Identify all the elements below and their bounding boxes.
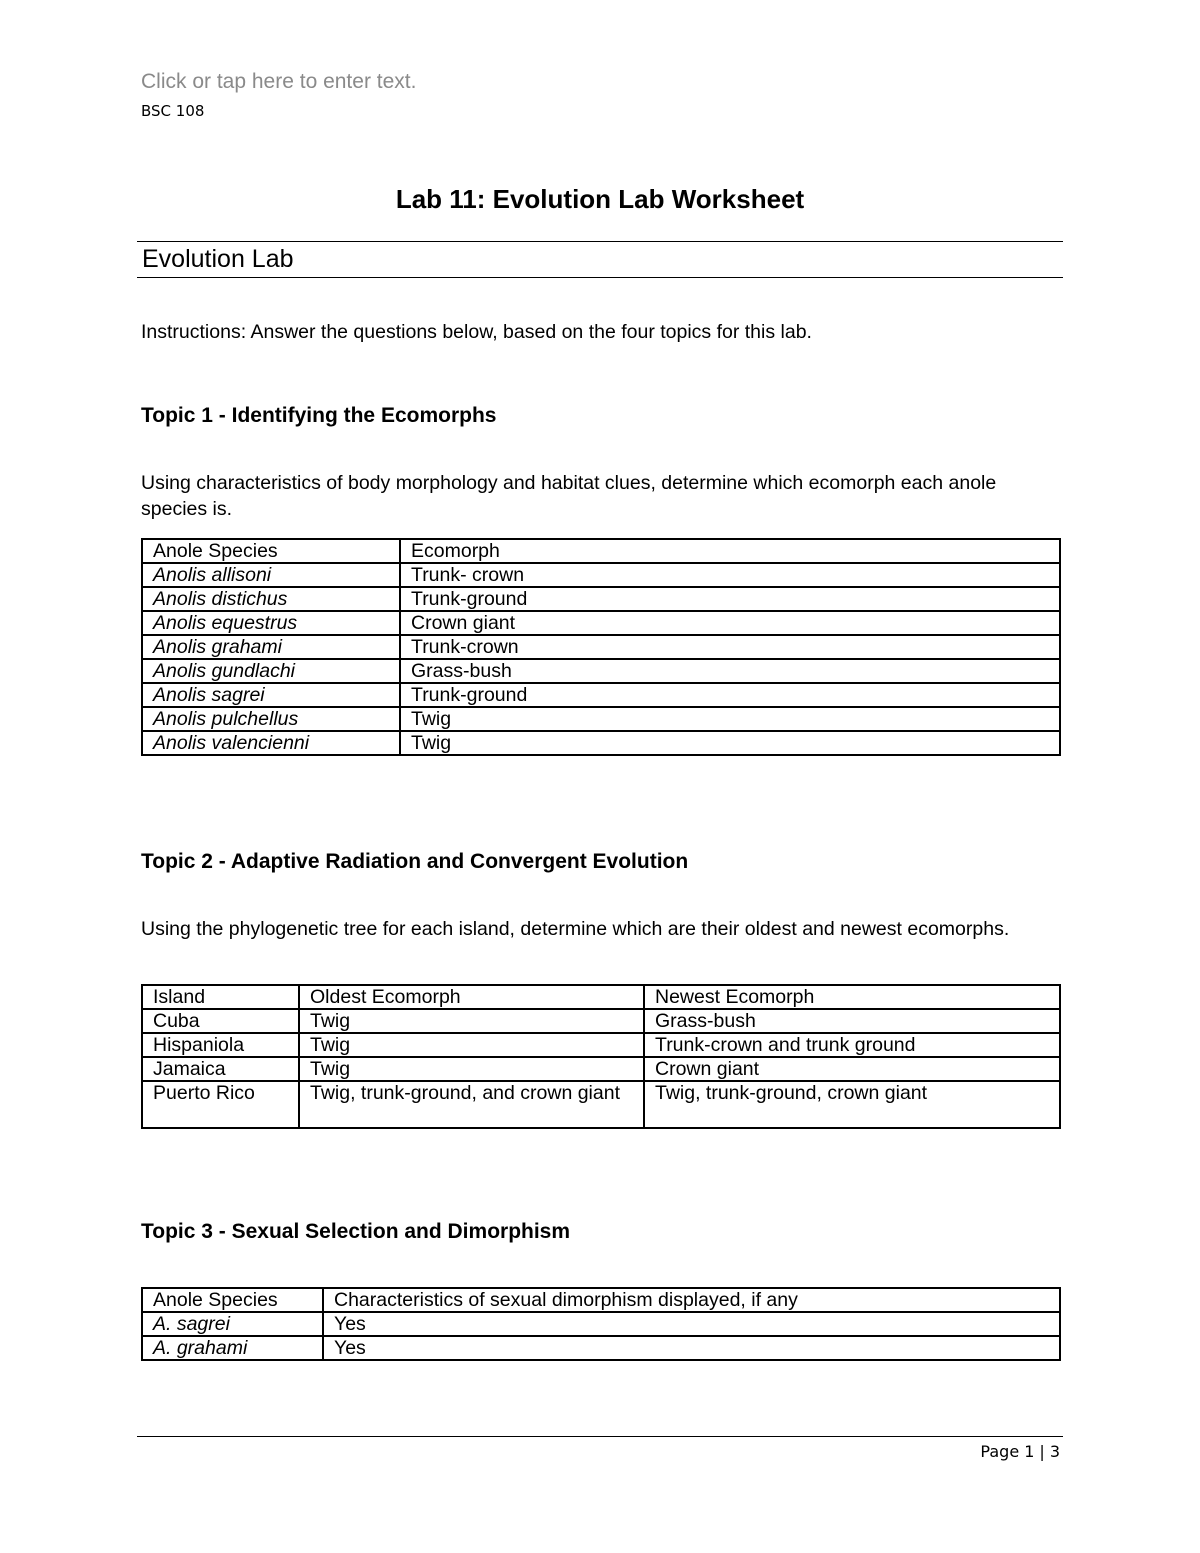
oldest-cell[interactable]: Twig xyxy=(299,1009,644,1033)
newest-cell[interactable]: Crown giant xyxy=(644,1057,1060,1081)
table-row xyxy=(142,1057,1060,1081)
table-row xyxy=(142,1336,1060,1360)
topic1-prompt: Using characteristics of body morphology and habitat clues, determine which ecomorph each anole species is. xyxy=(141,472,997,520)
course-code: BSC 108 xyxy=(141,102,205,120)
newest-cell[interactable]: Grass-bush xyxy=(644,1009,1060,1033)
page-separator: | xyxy=(1039,1442,1045,1461)
table-row xyxy=(142,1312,1060,1336)
island-cell: Puerto Rico xyxy=(142,1081,299,1128)
content-control-placeholder[interactable]: Click or tap here to enter text. xyxy=(141,70,417,93)
dimorphism-cell[interactable]: Yes xyxy=(323,1336,1060,1360)
table-row xyxy=(142,587,1060,611)
oldest-cell[interactable]: Twig xyxy=(299,1057,644,1081)
island-cell: Hispaniola xyxy=(142,1033,299,1057)
header-cell: Oldest Ecomorph xyxy=(299,985,644,1009)
section-rule-top xyxy=(137,241,1063,242)
page-label: Page 1 xyxy=(980,1442,1035,1461)
island-cell: Jamaica xyxy=(142,1057,299,1081)
header-cell: Newest Ecomorph xyxy=(644,985,1060,1009)
island-cell: Cuba xyxy=(142,1009,299,1033)
newest-cell[interactable]: Trunk-crown and trunk ground xyxy=(644,1033,1060,1057)
species-cell: Anolis valencienni xyxy=(142,731,400,755)
table-row xyxy=(142,635,1060,659)
ecomorph-cell[interactable]: Twig xyxy=(400,731,1060,755)
topic2-heading: Topic 2 - Adaptive Radiation and Convergent Evolution xyxy=(141,850,689,873)
topic1-heading: Topic 1 - Identifying the Ecomorphs xyxy=(141,404,497,427)
header-cell: Anole Species xyxy=(142,1288,323,1312)
header-cell: Anole Species xyxy=(142,539,400,563)
instructions-text: Instructions: Answer the questions below, based on the four topics for this lab. xyxy=(141,321,812,343)
species-cell: Anolis gundlachi xyxy=(142,659,400,683)
species-cell: Anolis allisoni xyxy=(142,563,400,587)
ecomorph-cell[interactable]: Trunk-ground xyxy=(400,683,1060,707)
ecomorph-cell[interactable]: Trunk-ground xyxy=(400,587,1060,611)
section-rule-bottom xyxy=(137,277,1063,278)
table-row xyxy=(142,731,1060,755)
table-header-row xyxy=(142,539,1060,563)
page-number xyxy=(980,1442,1060,1461)
document-title: Lab 11: Evolution Lab Worksheet xyxy=(395,184,805,214)
species-cell: Anolis pulchellus xyxy=(142,707,400,731)
species-cell: Anolis sagrei xyxy=(142,683,400,707)
oldest-cell[interactable]: Twig xyxy=(299,1033,644,1057)
ecomorph-cell[interactable]: Twig xyxy=(400,707,1060,731)
table-row xyxy=(142,659,1060,683)
species-cell: Anolis equestrus xyxy=(142,611,400,635)
table-row xyxy=(142,683,1060,707)
species-cell: A. sagrei xyxy=(142,1312,323,1336)
newest-cell[interactable]: Twig, trunk-ground, crown giant xyxy=(644,1081,1060,1128)
footer-rule xyxy=(137,1436,1063,1437)
species-cell: Anolis distichus xyxy=(142,587,400,611)
ecomorph-cell[interactable]: Grass-bush xyxy=(400,659,1060,683)
section-heading: Evolution Lab xyxy=(142,245,294,273)
table-row xyxy=(142,611,1060,635)
oldest-cell[interactable]: Twig, trunk-ground, and crown giant xyxy=(299,1081,644,1128)
table-header-row xyxy=(142,985,1060,1009)
ecomorph-cell[interactable]: Trunk-crown xyxy=(400,635,1060,659)
page-total: 3 xyxy=(1049,1442,1060,1461)
species-cell: A. grahami xyxy=(142,1336,323,1360)
header-cell: Ecomorph xyxy=(400,539,1060,563)
header-cell: Island xyxy=(142,985,299,1009)
dimorphism-table xyxy=(141,1287,1061,1361)
table-row xyxy=(142,563,1060,587)
table-row xyxy=(142,707,1060,731)
ecomorph-cell[interactable]: Trunk- crown xyxy=(400,563,1060,587)
species-cell: Anolis grahami xyxy=(142,635,400,659)
table-row xyxy=(142,1009,1060,1033)
ecomorph-cell[interactable]: Crown giant xyxy=(400,611,1060,635)
topic2-prompt: Using the phylogenetic tree for each island, determine which are their oldest and newest ecomorphs. xyxy=(141,918,1010,940)
table-row xyxy=(142,1081,1060,1128)
table-row xyxy=(142,1033,1060,1057)
header-cell: Characteristics of sexual dimorphism displayed, if any xyxy=(323,1288,1060,1312)
topic3-heading: Topic 3 - Sexual Selection and Dimorphism xyxy=(141,1220,571,1243)
island-ecomorph-table xyxy=(141,984,1061,1129)
ecomorph-table xyxy=(141,538,1061,756)
table-header-row xyxy=(142,1288,1060,1312)
dimorphism-cell[interactable]: Yes xyxy=(323,1312,1060,1336)
